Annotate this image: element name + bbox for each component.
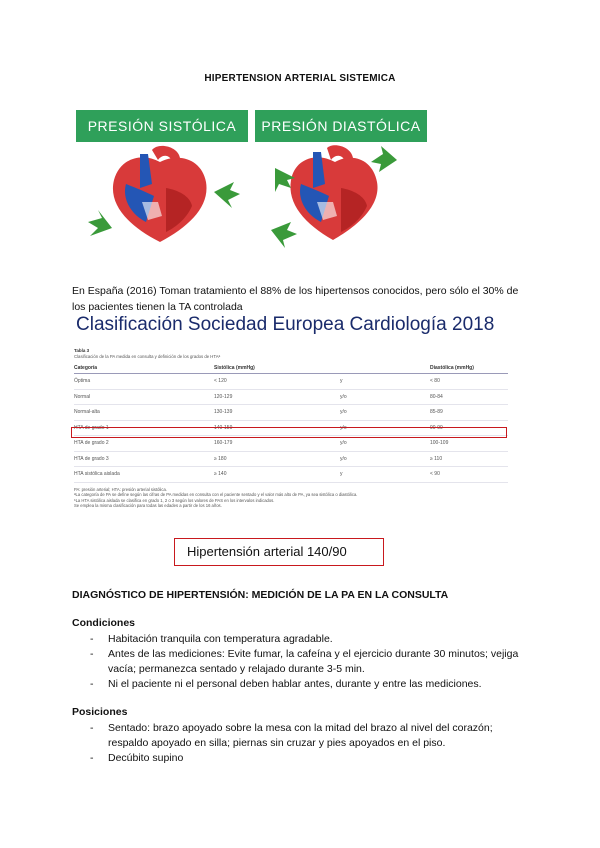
document-title: HIPERTENSION ARTERIAL SISTEMICA [204, 73, 396, 84]
cell-diastolic: ≥ 110 [430, 451, 508, 467]
diastolic-banner: PRESIÓN DIASTÓLICA [255, 110, 427, 142]
cell-diastolic: 90-99 [430, 420, 508, 436]
esc-classification-title: Clasificación Sociedad Europea Cardiología 2018 [76, 314, 495, 335]
header-category: Categoría [74, 363, 214, 374]
table-row [74, 467, 508, 483]
cell-connector: y [340, 374, 430, 390]
cell-connector: y/o [340, 389, 430, 405]
positions-list [90, 721, 530, 766]
cell-category: HTA de grado 3 [74, 451, 214, 467]
positions-heading: Posiciones [72, 706, 128, 718]
bullet-dash: - [90, 633, 94, 645]
table-row [74, 374, 508, 390]
cell-category: Normal [74, 389, 214, 405]
bullet-dash: - [90, 722, 94, 734]
heart-diastole-illustration [261, 144, 421, 248]
highlight-frame [71, 427, 507, 438]
cell-connector: y/o [340, 405, 430, 421]
cell-connector: y [340, 467, 430, 483]
table-row [74, 389, 508, 405]
header-diastolic: Diastólica (mmHg) [430, 363, 508, 374]
list-item [90, 751, 530, 766]
table-note: Se emplea la misma clasificación para todas las edades a partir de los 16 años. [74, 503, 222, 508]
table-header-row [74, 363, 508, 374]
table-row [74, 451, 508, 467]
table-notes [74, 487, 508, 509]
cell-connector: y/o [340, 436, 430, 452]
list-item-text: Ni el paciente ni el personal deben hablar antes, durante y entre las mediciones. [108, 678, 482, 690]
cell-connector: y/o [340, 420, 430, 436]
heart-systole-illustration [82, 144, 242, 248]
table-note: PA: presión arterial; HTA: presión arterial sistólica. [74, 486, 167, 492]
cell-systolic: ≥ 180 [214, 451, 340, 467]
bp-classification-table [74, 348, 508, 509]
cell-systolic: 120-129 [214, 389, 340, 405]
list-item [90, 721, 530, 751]
cell-diastolic: < 80 [430, 374, 508, 390]
diastolic-figure [255, 110, 427, 250]
table-note: ªLa categoría de PA se define según las cifras de PA medidas en consulta con el paciente sentado y el valor más alto de PA, ya sea sistólica o diastólica. [74, 492, 358, 497]
cell-systolic: 140-159 [214, 420, 340, 436]
classification-grid [74, 363, 508, 483]
statistics-paragraph: En España (2016) Toman tratamiento el 88% de los hipertensos conocidos, pero sólo el 30% de los pacientes tienen la TA controlada [72, 285, 519, 313]
cell-systolic: 160-179 [214, 436, 340, 452]
list-item-text: Decúbito supino [108, 752, 184, 764]
header-connector [340, 363, 430, 374]
cell-category: HTA de grado 2 [74, 436, 214, 452]
bullet-dash: - [90, 678, 94, 690]
list-item-text: Antes de las mediciones: Evite fumar, la cafeína y el ejercicio durante 30 minutos; vejiga vacía; permanezca sentado y relajado durante 3-5 min. [108, 648, 519, 675]
table-subcaption: Clasificación de la PA medida en consulta y definición de los grados de HTAª [74, 354, 221, 359]
systolic-banner: PRESIÓN SISTÓLICA [76, 110, 248, 142]
cell-diastolic: 85-89 [430, 405, 508, 421]
cell-diastolic: < 90 [430, 467, 508, 483]
cell-category: HTA de grado 1 [74, 420, 214, 436]
cell-category: Normal-alta [74, 405, 214, 421]
systolic-figure [76, 110, 248, 250]
cell-connector: y/o [340, 451, 430, 467]
cell-systolic: 130-139 [214, 405, 340, 421]
conditions-list [90, 632, 530, 692]
bullet-dash: - [90, 648, 94, 660]
cell-category: HTA sistólica aislada [74, 467, 214, 483]
cell-systolic: < 120 [214, 374, 340, 390]
table-row [74, 405, 508, 421]
cell-diastolic: 100-109 [430, 436, 508, 452]
bullet-dash: - [90, 752, 94, 764]
conditions-heading: Condiciones [72, 617, 136, 629]
diagnosis-heading: DIAGNÓSTICO DE HIPERTENSIÓN: MEDICIÓN DE LA PA EN LA CONSULTA [72, 589, 449, 601]
hypertension-threshold-box: Hipertensión arterial 140/90 [174, 538, 384, 566]
list-item-text: Habitación tranquila con temperatura agradable. [108, 633, 333, 645]
list-item-text: Sentado: brazo apoyado sobre la mesa con la mitad del brazo al nivel del corazón; respaldo apoyado en silla; piernas sin cruzar y pies apoyados en el piso. [108, 722, 493, 749]
list-item [90, 677, 530, 692]
list-item [90, 632, 530, 647]
table-note: ᵇLa HTA sistólica aislada se clasifica en grado 1, 2 o 3 según los valores de PAS en los intervalos indicados. [74, 497, 275, 503]
list-item [90, 647, 530, 677]
table-caption: Tabla 3 [74, 348, 90, 353]
header-systolic: Sistólica (mmHg) [214, 363, 340, 374]
cell-diastolic: 80-84 [430, 389, 508, 405]
cell-systolic: ≥ 140 [214, 467, 340, 483]
cell-category: Óptima [74, 374, 214, 390]
